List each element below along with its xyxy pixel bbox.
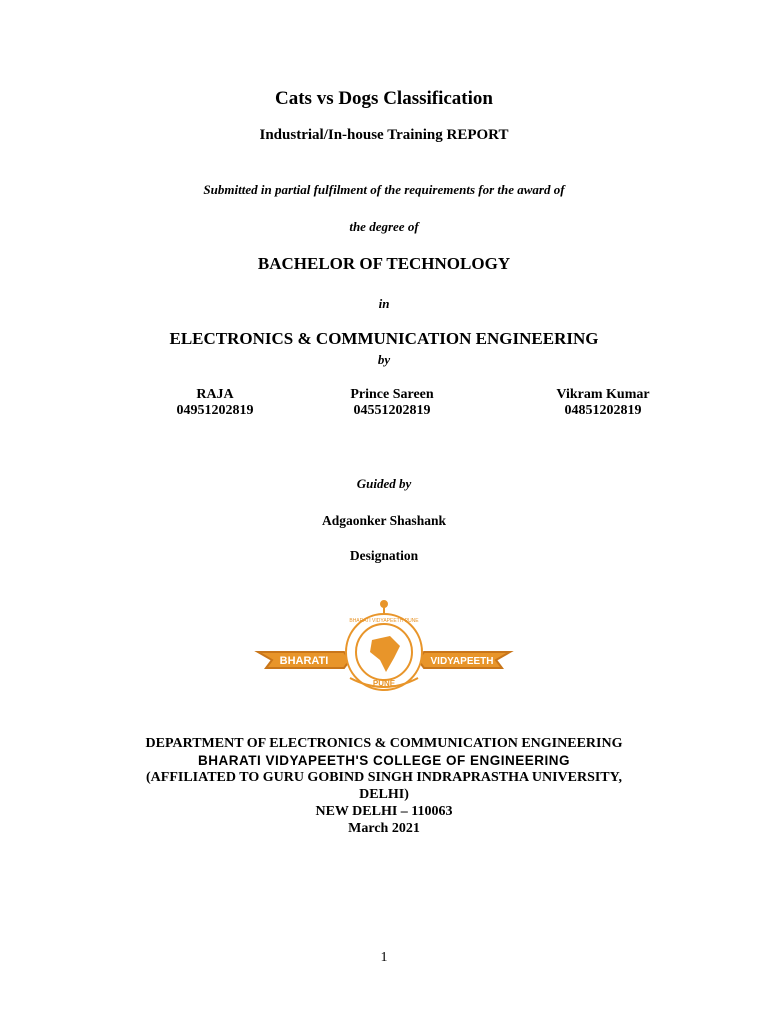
degree-name: BACHELOR OF TECHNOLOGY <box>257 254 511 273</box>
student-3 <box>503 387 703 419</box>
guide-name: Adgaonker Shashank <box>322 513 446 528</box>
report-title: Cats vs Dogs Classification <box>275 88 493 109</box>
logo-right-text: VIDYAPEETH <box>430 656 494 667</box>
student-name: Vikram Kumar <box>556 387 650 402</box>
student-name: RAJA <box>196 387 234 402</box>
student-roll: 04951202819 <box>176 403 254 418</box>
college-name: BHARATI VIDYAPEETH'S COLLEGE OF ENGINEERING <box>198 753 570 768</box>
institution-emblem-icon <box>254 600 514 697</box>
address-line: NEW DELHI – 110063 <box>315 804 453 819</box>
report-date: March 2021 <box>348 821 420 836</box>
student-1 <box>115 387 315 419</box>
degree-of-text: the degree of <box>349 219 419 234</box>
student-roll: 04551202819 <box>353 403 431 418</box>
guide-designation: Designation <box>349 548 419 563</box>
in-text: in <box>378 296 390 311</box>
affiliation-line: (AFFILIATED TO GURU GOBIND SINGH INDRAPRASTHA UNIVERSITY, <box>146 770 622 785</box>
student-roll: 04851202819 <box>564 403 642 418</box>
affiliation-city: DELHI) <box>359 787 409 802</box>
institution-logo-svg <box>254 600 514 692</box>
by-text: by <box>377 352 391 367</box>
logo-ring-text: BHARATI VIDYAPEETH PUNE <box>349 618 419 624</box>
submission-statement: Submitted in partial fulfilment of the requirements for the award of <box>203 182 565 197</box>
branch-name: ELECTRONICS & COMMUNICATION ENGINEERING <box>169 329 599 348</box>
report-subtitle: Industrial/In-house Training REPORT <box>259 127 509 143</box>
page-number: 1 <box>380 950 388 965</box>
guided-by-label: Guided by <box>356 476 412 491</box>
student-2 <box>292 387 492 419</box>
department-block <box>0 735 768 837</box>
logo-bottom-text: PUNE <box>372 679 396 688</box>
department-line: DEPARTMENT OF ELECTRONICS & COMMUNICATION ENGINEERING <box>145 736 623 751</box>
student-name: Prince Sareen <box>350 387 434 402</box>
logo-left-text: BHARATI <box>279 655 329 667</box>
